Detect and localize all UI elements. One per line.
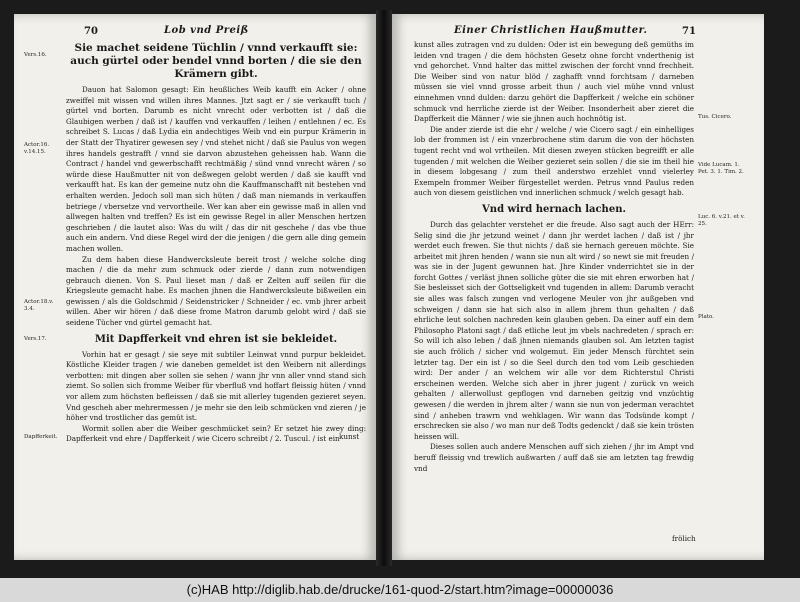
right-page-number: 71 — [682, 26, 696, 37]
left-running-head: Lob vnd Preiß — [164, 25, 249, 36]
margin-note: Vide Lucam. 1. Pet. 3. 1. Tim. 2. — [698, 162, 744, 175]
left-text-block — [66, 40, 366, 445]
source-credit: (c)HAB http://diglib.hab.de/drucke/161-quod-2/start.htm?image=00000036 — [0, 578, 800, 602]
margin-note: Tus. Cicero. — [698, 114, 732, 120]
margin-note: Vers.17. — [24, 336, 47, 342]
left-page-number: 70 — [84, 26, 98, 37]
paragraph: Zu dem haben diese Handwercksleute bereit trost / welche solche ding machen / die da mehr zum schmuck oder zierde / dann zum notwendigen gebrauch dienen. Von S. Paul lieset man / daß er Zelten auff seilen für die Kriegsleute gemacht habe. Es machen jhnen die Handwercksleute bißweilen ein gewissen / als die Goldschmid / Seidenstricker / Schneider / ec. vmb jhrer arbeit willen. Aber wir hören / daß diese frome Matron darumb gelobt wird / daß sie seidene Tücher vnd gürtel gemacht hat. — [66, 254, 366, 328]
right-page — [392, 14, 764, 560]
right-running-head: Einer Christlichen Haußmutter. — [454, 25, 648, 36]
left-catchword: kunst — [339, 432, 360, 441]
paragraph: Vorhin hat er gesagt / sie seye mit subtiler Leinwat vnnd purpur bekleidet. Köstliche Kleider tragen / wie daneben gemeldet ist den Weibern nit allerdings verbotten: mit dingen aber sollen sie sehen / wann jhr vnn aller vnnd stand sich ziemt. So sollen sich fromme Weiber für vberfluß vnd hoffart fleissig hüten / vnnd vor allem zum höchsten befleissen / daß sie mit allerley tugenden gezieret seyen. Vnd gescheh aber mehrermessen / je mehr sie den leib schmücken vnd zieren / je höher vnd trostlicher das gemüt ist. — [66, 349, 366, 423]
paragraph: Durch das gelachter verstehet er die freude. Also sagt auch der HErr: Selig sind die jhr jetzund weinet / dann jhr werdet lachen / daß ist / jhr werdet euch frewen. Sie thut nichts / daß sie hernach gereuen möchte. Sie arbeitet mit jhren henden / wann sie nun alt wird / so newt sie mit freuden / was sie in der Jugent gewunnen hat. Jhre Kinder vnderrichtet sie in der forcht Gottes / verläst jhnen solliche güter die sie mit ehren erworben hat / Sie besleisset sich der Gottseligkeit vnd tugenden in allem: Darumb veracht sie alles was falsch zungen vnd verlogene Meuler von jhr außgeben vnd schweigen / dann sie hat sich also in allem jhrem thun gehalten / daß ehrliche leut solchen nachreden kein glauben geben. Da einer auff ein dem Philosopho Platoni sagt / daß etliche leut jm vbels nachredeten / sprach er: So will ich also leben / daß jhnen niemands glauben sol. Am letzten tagist sie auch frölich / sicher vnd wolgemut. Ein jeder Mensch fürchtet sein letzter tag. Der ein ist / so die Seel durch den tod vom Leib geschieden wird: Der ander / an welchem wir alle vor dem Richterstul Christi erscheinen werden. Welche sich aber in jhrer jugent / zurück vn weich gehalten / allerwollust gepflogen vnd darneben geitzig vnd vnzüchtig gewesen / die werden in jhrem alter / wann sie nun von jederman verachtet sind / anheben trawrn vnd wehklagen. Wir wann das Todsünde kompt / erschrecken sie also / wo man nur deß Todts gedenckt / daß sie kein trösten heissen will. — [414, 219, 694, 441]
left-subheading: Mit Dapfferkeit vnd ehren ist sie bekleidet. — [94, 333, 338, 345]
paragraph: kunst alles zutragen vnd zu dulden: Oder ist ein bewegung deß gemüths im leiden vnd tragen / die dem höchsten Gesetz ohne forcht vnderthenig ist vnd gehorchet. Vnnd halter das mittel zwischen der forcht vnnd frechheit. Die Weiber sind von natur blöd / zaghafft vnnd forchtsam / darneben müssen sie viel vnnd grosse arbeit thun / auch viel mühe vnnd vnlust einnehmen vnnd dulden: darzu gehört die Dapfferkeit / welche ein schöner schmuck vnd herrliche zierde ist der Weiber. Insonderheit aber zieret die Dapfferkeit die Männer / wie sie jhnen auch hochnötig ist. — [414, 40, 694, 124]
margin-note: Plato. — [698, 314, 714, 320]
right-catchword: frölich — [672, 534, 696, 543]
paragraph: Wormit sollen aber die Weiber geschmücket sein? Er setzet hie zwey ding: Dapfferkeit vnd ehre / Dapfferkeit / wie Cicero schreibt / 2. Tuscul. / ist ein — [66, 423, 366, 444]
margin-note: Actor.18.v. 3.4. — [24, 299, 54, 312]
left-page — [14, 14, 376, 560]
right-subheading: Vnd wird hernach lachen. — [482, 203, 626, 215]
paragraph: Dauon hat Salomon gesagt: Ein heußliches Weib kaufft ein Acker / ohne zweiffel mit wissen vnd willen ihres Mannes. Jtzt sagt er / sie verkaufft tuch / gürtel vnd borten. Darumb es nicht vnrecht oder verbotten ist / daß die Glaubigen werben / daß ist / kauffen vnd verkauffen / leihen / entlehnen / ec. Es schreibet S. Lucas / daß Lydia ein andechtiges Weib vnd ein purpur Krämerin in der Statt der Thyatirer gewesen sey / vnd stehet nicht / daß sie Paulus von wegen ihres handels gestrafft / vnnd sie darvon abzustehen geheissen hab. Wann die Contract / handel vnd gewerbschafft rechtmäßig / sünd vnnd vnrecht wären / so würde diese Haußmutter nit von deßwegen gelobt werden / daß sie kaufft vnd verkaufft hat. Es kan der gemeine nutz ohn die Kauffmanschafft nit bestehen vnd erhalten werden. Jedoch soll man sich hüten / daß man niemands in verkauffen betriege / vbersetze vnd vervortheile. Wer kan aber ein gewisse maß in allen vnd allwegen halten vnd treffen? Es ist ein gewisse Regel in aller Menschen hertzen geschrieben / die lautet also: Was du wilt / das dir nit geschehe / das vbe thue auch ein andern. Vnd diese Regel wird der die jenigen / die gern alle ding gemein machen wollen. — [66, 85, 366, 253]
margin-note: Luc. 6. v.21. et v. 25. — [698, 214, 745, 227]
left-heading: Sie machet seidene Tüchlin / vnnd verkaufft sie: auch gürtel oder bendel vnnd borten / die sie den Krämern gibt. — [70, 42, 362, 80]
book-gutter — [376, 10, 392, 566]
margin-note: Vers.16. — [24, 52, 47, 58]
paragraph: Die ander zierde ist die ehr / welche / wie Cicero sagt / ein einhelliges lob der frommen ist / ein vnzerbrochene stim darum die von der höchsten tugent recht vnd wol vrtheilen. Mit diesen zweyen stücken begreifft er alle tugenden / mit welchen die Weiber gezieret sein sollen / die sie im theil hie in diesem lobgesang / zum theil anderstwo erzehlet vnnd vielerley Exempeln frommer Weiber fürgestellet werden. Petrus vnnd Paulus reden auch von diesem geistlichen vnd innerlichen schmuck / welch gesagt hab. — [414, 124, 694, 198]
right-text-block — [414, 40, 694, 474]
margin-note: Dapfferkeit. — [24, 434, 58, 440]
margin-note: Actor.16. v.14.15. — [24, 142, 50, 155]
paragraph: Dieses sollen auch andere Menschen auff sich ziehen / jhr im Ampt vnd beruff fleissig vnd trewlich außwarten / auff daß sie am letzten tag frewdig vnd — [414, 442, 694, 473]
